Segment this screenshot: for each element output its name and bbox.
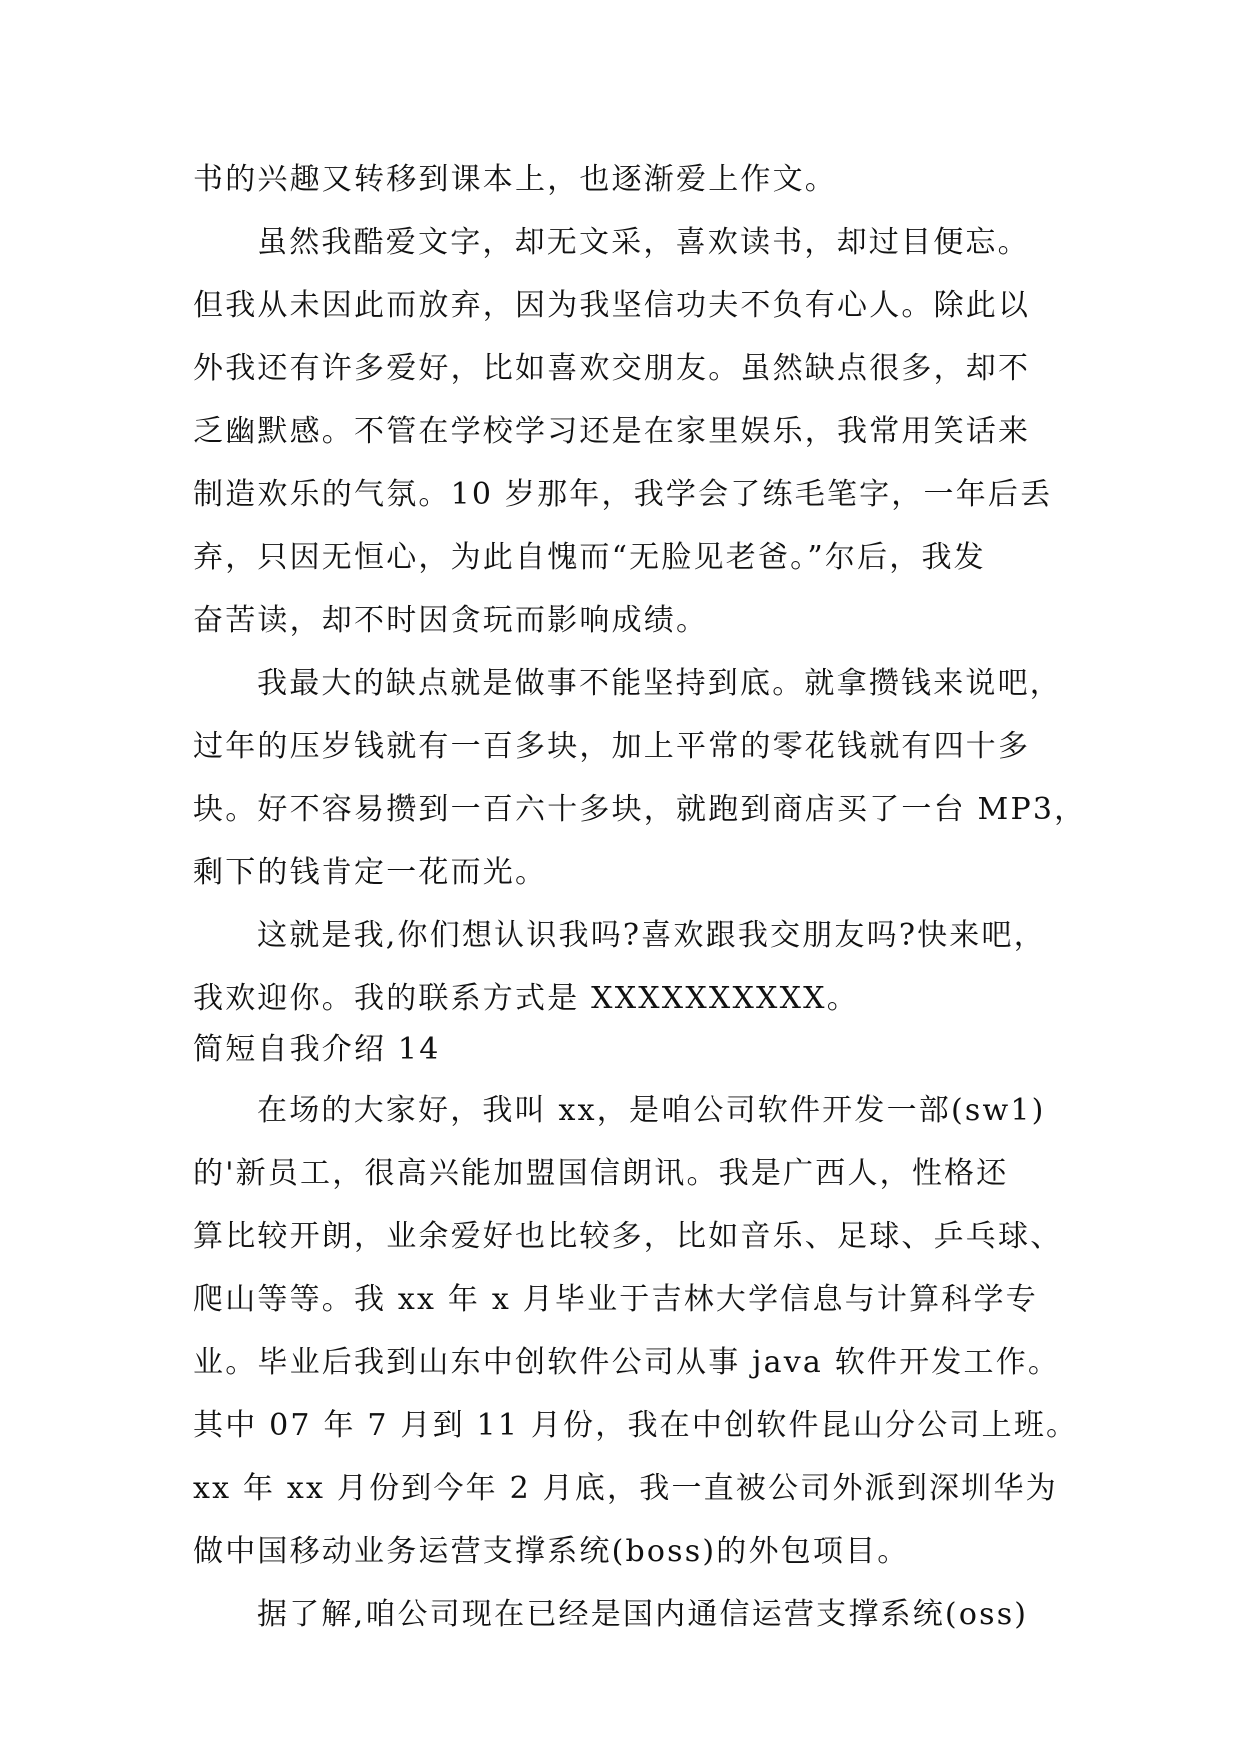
text-line: 据了解,咱公司现在已经是国内通信运营支撑系统(oss) xyxy=(257,1597,1029,1632)
text-line: 爬山等等。我 xx 年 x 月毕业于吉林大学信息与计算科学专 xyxy=(193,1282,1038,1317)
text-line: 制造欢乐的气氛。10 岁那年，我学会了练毛笔字，一年后丢 xyxy=(193,477,1053,512)
text-line: 虽然我酷爱文字，却无文采，喜欢读书，却过目便忘。 xyxy=(257,225,1030,260)
text-line: 块。好不容易攒到一百六十多块，就跑到商店买了一台 MP3， xyxy=(193,792,1087,827)
section-heading: 简短自我介绍 14 xyxy=(193,1032,441,1067)
text-line: 过年的压岁钱就有一百多块，加上平常的零花钱就有四十多 xyxy=(193,729,1031,764)
text-line: 我欢迎你。我的联系方式是 XXXXXXXXXX。 xyxy=(193,981,859,1016)
text-line: 业。毕业后我到山东中创软件公司从事 java 软件开发工作。 xyxy=(193,1345,1061,1380)
text-line: 这就是我,你们想认识我吗?喜欢跟我交朋友吗?快来吧， xyxy=(257,918,1046,953)
text-line: 在场的大家好，我叫 xx，是咱公司软件开发一部(sw1) xyxy=(257,1093,1046,1128)
text-line: 我最大的缺点就是做事不能坚持到底。就拿攒钱来说吧， xyxy=(257,666,1062,701)
text-line: 乏幽默感。不管在学校学习还是在家里娱乐，我常用笑话来 xyxy=(193,414,1031,449)
text-line: 弃，只因无恒心，为此自愧而“无脸见老爸。”尔后，我发 xyxy=(193,540,986,575)
text-line: 外我还有许多爱好，比如喜欢交朋友。虽然缺点很多，却不 xyxy=(193,351,1031,386)
text-line: 的'新员工，很高兴能加盟国信朗讯。我是广西人，性格还 xyxy=(193,1156,1009,1191)
text-line: 算比较开朗，业余爱好也比较多，比如音乐、足球、乒乓球、 xyxy=(193,1219,1063,1254)
text-line: 剩下的钱肯定一花而光。 xyxy=(193,855,548,890)
text-line: 但我从未因此而放弃，因为我坚信功夫不负有心人。除此以 xyxy=(193,288,1031,323)
text-line: xx 年 xx 月份到今年 2 月底，我一直被公司外派到深圳华为 xyxy=(193,1471,1058,1506)
text-line: 书的兴趣又转移到课本上，也逐渐爱上作文。 xyxy=(193,162,837,197)
text-line: 奋苦读，却不时因贪玩而影响成绩。 xyxy=(193,603,709,638)
text-line: 做中国移动业务运营支撑系统(boss)的外包项目。 xyxy=(193,1534,910,1569)
text-line: 其中 07 年 7 月到 11 月份，我在中创软件昆山分公司上班。 xyxy=(193,1408,1079,1443)
